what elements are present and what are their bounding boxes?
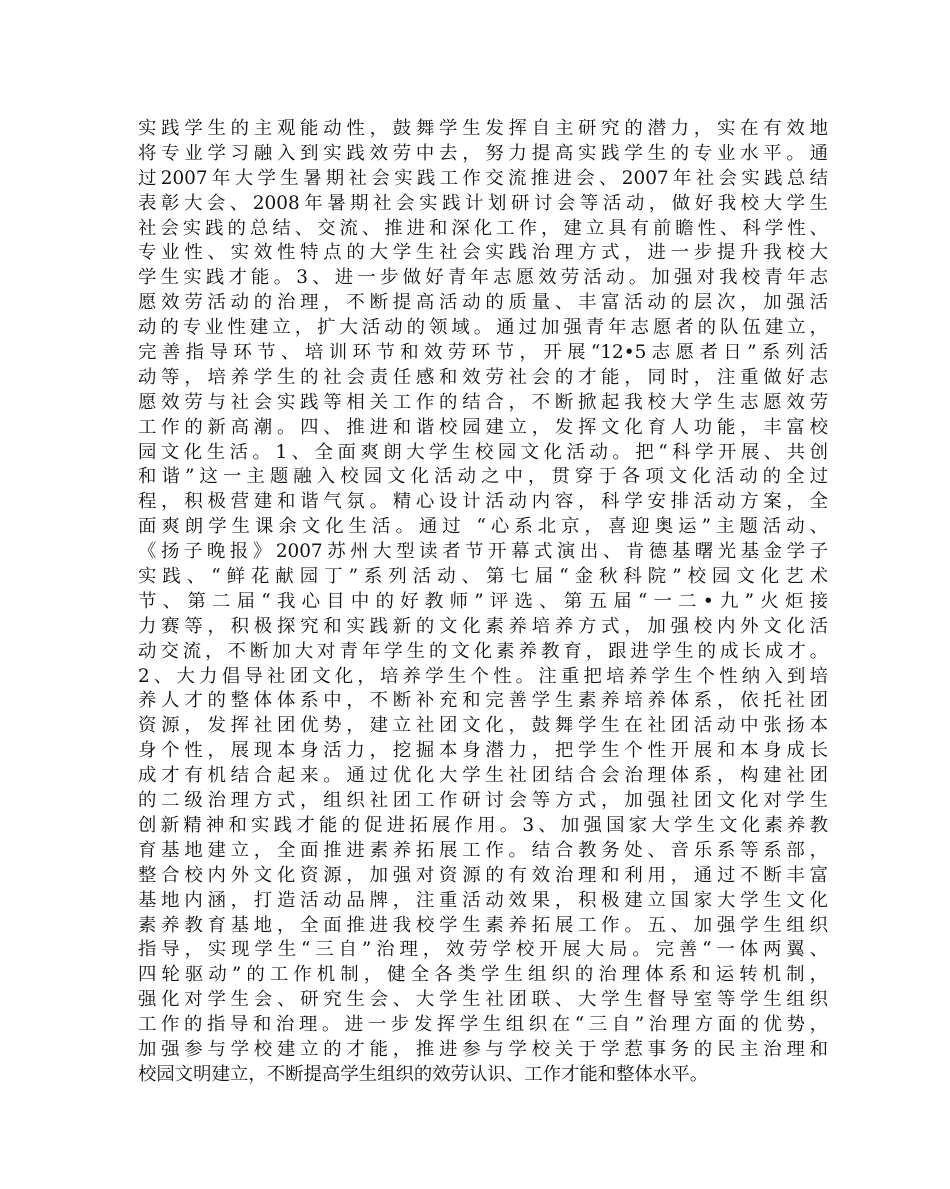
text-line: 创新精神和实践才能的促进拓展作用。3、加强国家大学生文化素养教 xyxy=(138,814,828,836)
text-line: 资源，发挥社团优势，建立社团文化，鼓舞学生在社团活动中张扬本 xyxy=(138,715,828,737)
text-line: 专业性、实效性特点的大学生社会实践治理方式，进一步提升我校大 xyxy=(138,242,828,264)
text-line: 程，积极营建和谐气氛。精心设计活动内容，科学安排活动方案，全 xyxy=(138,491,828,513)
text-line: 校园文明建立，不断提高学生组织的效劳认识、工作才能和整体水平。 xyxy=(138,1063,709,1085)
text-line: 表彰大会、2008年暑期社会实践计划研讨会等活动，做好我校大学生 xyxy=(138,192,828,214)
text-line: 愿效劳与社会实践等相关工作的结合，不断掀起我校大学生志愿效劳 xyxy=(138,391,828,413)
text-line: 养人才的整体体系中，不断补充和完善学生素养培养体系，依托社团 xyxy=(138,690,828,712)
text-line: 《扬子晚报》2007苏州大型读者节开幕式演出、肯德基曙光基金学子 xyxy=(138,541,828,563)
text-line: 动交流，不断加大对青年学生的文化素养教育，跟进学生的成长成才。 xyxy=(138,640,828,662)
text-line: 社会实践的总结、交流、推进和深化工作，建立具有前瞻性、科学性、 xyxy=(138,217,828,239)
text-line: 愿效劳活动的治理，不断提高活动的质量、丰富活动的层次，加强活 xyxy=(138,292,828,314)
text-line: 指导，实现学生“三自”治理，效劳学校开展大局。完善“一体两翼、 xyxy=(138,939,828,961)
text-line: 面爽朗学生课余文化生活。通过 “心系北京，喜迎奥运”主题活动、 xyxy=(138,516,828,538)
text-line: 园文化生活。1、全面爽朗大学生校园文化活动。把“科学开展、共创 xyxy=(138,441,828,463)
text-line: 基地内涵，打造活动品牌，注重活动效果，积极建立国家大学生文化 xyxy=(138,889,828,911)
text-line: 完善指导环节、培训环节和效劳环节，开展“12•5志愿者日”系列活 xyxy=(138,342,828,364)
text-line: 动的专业性建立，扩大活动的领域。通过加强青年志愿者的队伍建立， xyxy=(138,317,828,339)
text-line: 实践学生的主观能动性，鼓舞学生发挥自主研究的潜力，实在有效地 xyxy=(138,118,828,139)
text-line: 身个性，展现本身活力，挖掘本身潜力，把学生个性开展和本身成长 xyxy=(138,740,828,762)
text-line: 2、大力倡导社团文化，培养学生个性。注重把培养学生个性纳入到培 xyxy=(138,665,828,687)
text-line: 学生实践才能。3、进一步做好青年志愿效劳活动。加强对我校青年志 xyxy=(138,267,828,289)
text-line: 力赛等，积极探究和实践新的文化素养培养方式，加强校内外文化活 xyxy=(138,615,828,637)
text-line: 加强参与学校建立的才能，推进参与学校关于学惹事务的民主治理和 xyxy=(138,1038,828,1060)
text-line: 强化对学生会、研究生会、大学生社团联、大学生督导室等学生组织 xyxy=(138,989,828,1011)
text-line: 工作的指导和治理。进一步发挥学生组织在“三自”治理方面的优势， xyxy=(138,1014,828,1036)
text-line: 育基地建立，全面推进素养拓展工作。结合教务处、音乐系等系部， xyxy=(138,839,828,861)
document-body xyxy=(138,117,828,1088)
text-line: 整合校内外文化资源，加强对资源的有效治理和利用，通过不断丰富 xyxy=(138,864,828,886)
text-line: 节、第二届“我心目中的好教师”评选、第五届“一二•九”火炬接 xyxy=(138,590,828,612)
text-line: 工作的新高潮。四、推进和谐校园建立，发挥文化育人功能，丰富校 xyxy=(138,416,828,438)
text-line: 实践、“鲜花献园丁”系列活动、第七届“金秋科院”校园文化艺术 xyxy=(138,566,828,588)
text-line: 四轮驱动”的工作机制，健全各类学生组织的治理体系和运转机制， xyxy=(138,964,828,986)
text-line: 素养教育基地，全面推进我校学生素养拓展工作。五、加强学生组织 xyxy=(138,914,828,936)
text-line: 的二级治理方式，组织社团工作研讨会等方式，加强社团文化对学生 xyxy=(138,790,828,812)
text-line: 动等，培养学生的社会责任感和效劳社会的才能，同时，注重做好志 xyxy=(138,366,828,388)
text-line: 过2007年大学生暑期社会实践工作交流推进会、2007年社会实践总结 xyxy=(138,167,828,189)
text-line: 成才有机结合起来。通过优化大学生社团结合会治理体系，构建社团 xyxy=(138,765,828,787)
text-line: 和谐”这一主题融入校园文化活动之中，贯穿于各项文化活动的全过 xyxy=(138,466,828,488)
text-line: 将专业学习融入到实践效劳中去，努力提高实践学生的专业水平。通 xyxy=(138,142,828,164)
